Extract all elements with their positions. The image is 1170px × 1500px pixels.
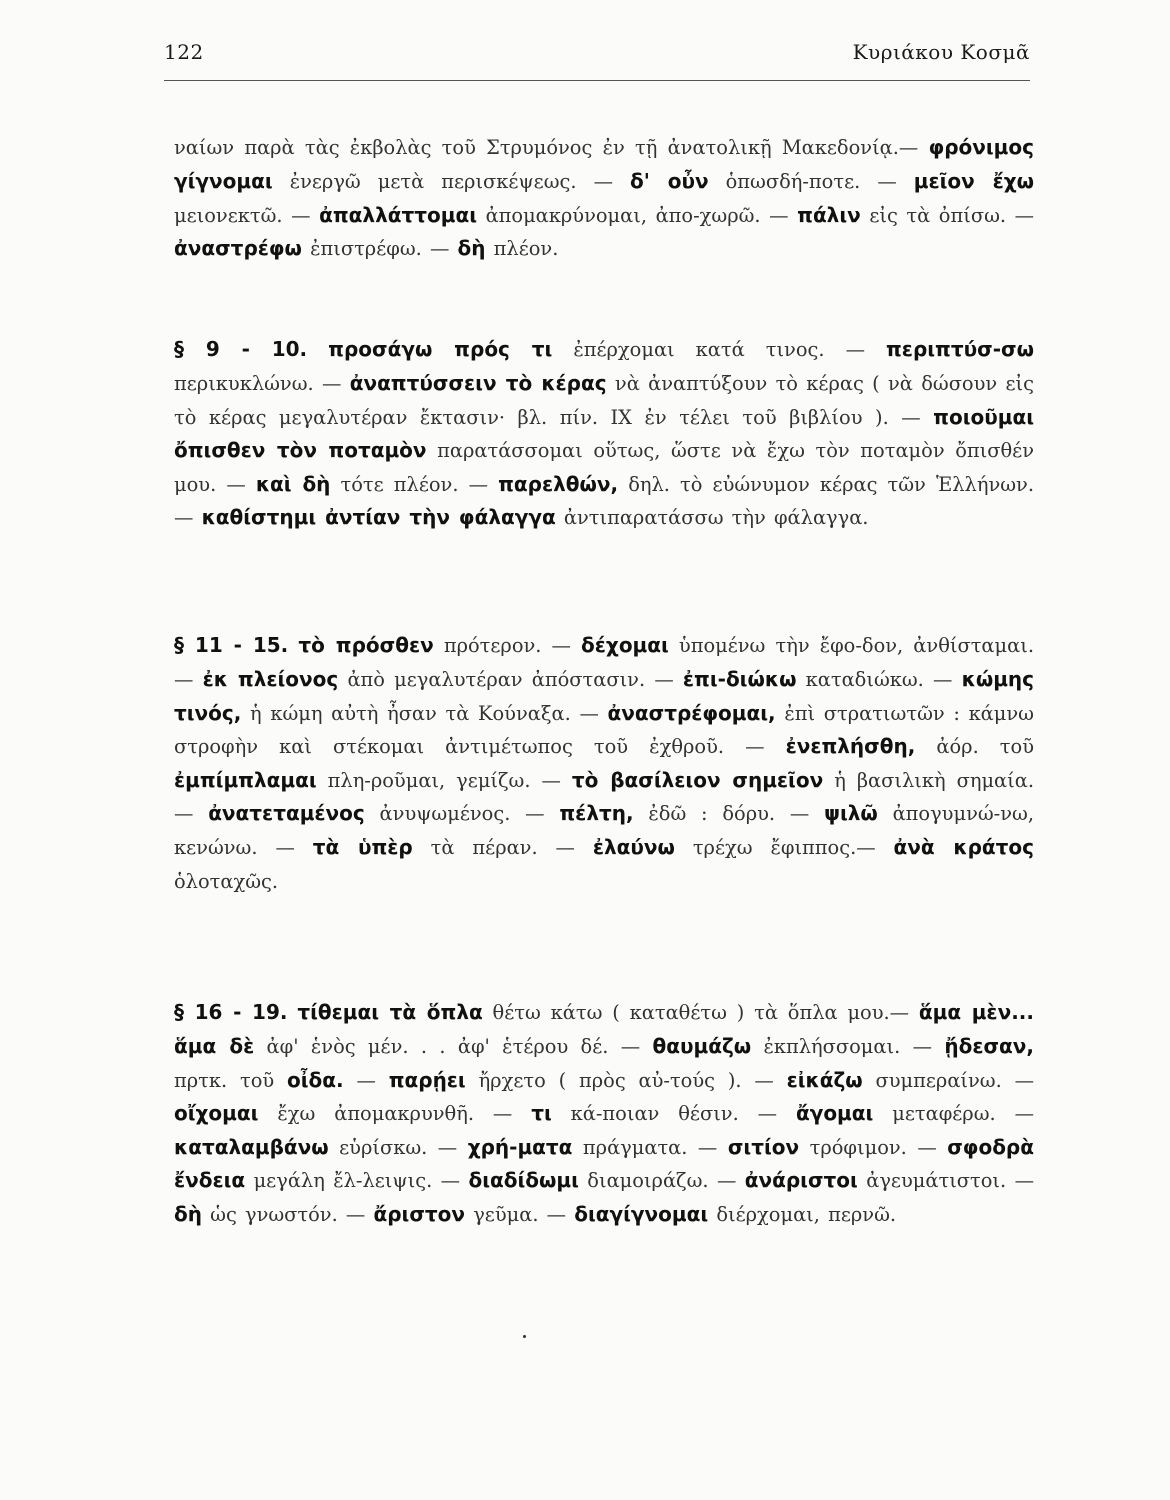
gloss-text: παρατάσσομαι οὕτως, ὥστε νὰ ἔχω τὸν ποταμὸν ὄπισθέν μου. — [174,439,1034,496]
gloss-text: εἰς τὰ ὀπίσω. — [860,203,1034,227]
gloss-text: συμπεραίνω. — [862,1068,1034,1092]
gloss-text: πλη-ροῦμαι, γεμίζω. — [316,768,572,792]
headword: τὰ ὑπὲρ [312,834,413,859]
headword: § 9 - 10. [174,337,308,362]
gloss-text: τρόφιμον. — [799,1135,948,1159]
headword: περιπτύσ-σω [885,337,1034,362]
headword: θαυμάζω [652,1033,752,1058]
gloss-text: πράγματα. — [572,1135,728,1159]
headword: σφοδρὰ ἔνδεια [174,1134,1034,1193]
gloss-text: — [343,1068,389,1092]
headword: ἀνάριστοι [744,1168,858,1193]
gloss-text: καταδιώκω. — [796,667,962,691]
gloss-text: ἐκπλήσσομαι. — [751,1034,945,1058]
gloss-text: ἐπιστρέφω. — [301,237,458,261]
headword: δέχομαι [581,633,669,658]
paragraph-1 [174,131,1034,265]
headword: καταλαμβάνω [174,1134,329,1159]
headword: ἄριστον [373,1201,466,1226]
running-title: Κυριάκου Κοσμᾶ [852,40,1030,64]
headword: δὴ [174,1201,202,1226]
headword: ψιλῶ [824,801,878,826]
headword: § 11 - 15. [174,633,289,658]
gloss-text: ἀπομακρύνομαι, ἀπο-χωρῶ. — [477,203,798,227]
headword: ᾔδεσαν, [944,1033,1034,1058]
headword: τὸ βασίλειον σημεῖον [571,767,824,792]
gloss-text: ἡ βασιλικὴ σημαία. — [174,768,1035,826]
gloss-text: ἀπογυμνώ-νω, κενώνω. — [174,802,1034,859]
headword: παρῄει [388,1067,466,1092]
headword: δ' οὖν [630,168,709,193]
gloss-text: ναίων παρὰ τὰς ἐκβολὰς τοῦ Στρυμόνος ἐν τῇ ἀνατολικῇ Μακεδονίᾳ.— [174,136,929,160]
gloss-text: ἐπὶ στρατιωτῶν : κάμνω στροφὴν καὶ στέκομαι ἀντιμέτωπος τοῦ ἐχθροῦ. — [174,701,1034,759]
gloss-text: πρότερον. — [433,634,582,658]
headword: ἐπι-διώκω [682,666,797,691]
headword: ἀναπτύσσειν τὸ κέρας [349,370,607,395]
gloss-text: ἤρχετο ( πρὸς αὐ-τούς ). — [465,1068,787,1092]
headword: χρή-ματα [467,1134,573,1159]
page-number: 122 [164,40,204,64]
gloss-text: θέτω κάτω ( καταθέτω ) τὰ ὅπλα μου.— [482,1001,919,1025]
gloss-text: ἀπὸ μεγαλυτέραν ἀπόστασιν. — [338,667,683,691]
gloss-text: ἀόρ. τοῦ [915,735,1034,759]
headword: ἅμα μὲν... ἅμα δὲ [174,1000,1034,1058]
gloss-text: μεταφέρω. — [873,1102,1034,1126]
gloss-text: ἡ κώμη αὐτὴ ἦσαν τὰ Κούναξα. — [241,701,608,725]
gloss-text: ὡς γνωστόν. — [201,1202,374,1226]
gloss-text: τότε πλέον. — [330,472,499,496]
headword: παρελθών, [498,471,619,496]
gloss-text: ὑπομένω τὴν ἔφο-δον, ἀνθίσταμαι. — [174,634,1034,691]
gloss-text: περικυκλώνω. — [174,371,350,395]
gloss-text: ἔχω ἀπομακρυνθῆ. — [258,1102,532,1126]
headword: ἀνατεταμένος [208,801,365,826]
headword: ἐλαύνω [592,834,675,859]
gloss-text: πλέον. [485,237,559,261]
headword: κώμης τινός, [174,666,1035,725]
headword: μεῖον ἔχω [913,168,1035,193]
headword: διαγίγνομαι [574,1201,709,1226]
gloss-text: κά-ποιαν θέσιν. — [551,1102,796,1126]
headword: ἐκ πλείονος [202,666,339,691]
headword: εἰκάζω [786,1067,863,1092]
gloss-text: μεγάλη ἔλ-λειψις. — [245,1169,469,1193]
headword: καθίστημι ἀντίαν τὴν φάλαγγα [201,505,556,530]
headword: καὶ δὴ [255,471,331,496]
gloss-text: ἀγευμάτιστοι. — [857,1169,1034,1193]
headword: ἄγομαι [795,1101,874,1126]
headword: οἶδα. [287,1067,344,1092]
headword: προσάγω πρός τι [328,337,553,362]
headword: ἀπαλλάττομαι [319,202,477,227]
headword: διαδίδωμι [468,1168,579,1193]
gloss-text: διέρχομαι, περνῶ. [708,1202,897,1226]
headword: πάλιν [797,202,861,227]
gloss-text: τρέχω ἔφιππος.— [674,835,894,859]
headword: τὸ πρόσθεν [298,633,434,658]
gloss-text: ἐδῶ : δόρυ. — [633,802,825,826]
gloss-text: εὑρίσκω. — [328,1135,468,1159]
headword: φρόνιμος γίγνομαι [174,135,1034,193]
paragraph-section-11-15 [174,629,1034,898]
gloss-text [307,338,328,361]
gloss-text [287,1001,297,1024]
gloss-text: πρτκ. τοῦ [174,1068,287,1092]
gloss-text: διαμοιράζω. — [578,1169,745,1193]
header-rule [164,80,1030,81]
headword: πέλτη, [559,801,634,826]
headword: § 16 - 19. [174,1000,288,1025]
headword: ἐμπίμπλαμαι [174,767,317,792]
gloss-text: ἀνυψωμένος. — [364,802,560,826]
gloss-text [288,634,298,657]
headword: οἴχομαι [174,1101,259,1126]
gloss-text: ὁπωσδή-ποτε. — [708,169,914,193]
gloss-text: ἐνεργῶ μετὰ περισκέψεως. — [272,169,631,193]
gloss-text: ἀντιπαρατάσσω τὴν φάλαγγα. [555,506,869,530]
headword: τίθεμαι τὰ ὅπλα [297,1000,483,1025]
headword: ἀνὰ κράτος [893,834,1034,859]
gloss-text: ἀφ' ἑνὸς μέν. . . ἀφ' ἑτέρου δέ. — [254,1034,653,1058]
headword: ἀναστρέφω [174,236,302,261]
gloss-text: ὁλοταχῶς. [174,869,279,893]
headword: ἀναστρέφομαι, [607,700,776,725]
headword: σιτίον [727,1134,800,1159]
gloss-text: τὰ πέραν. — [412,835,593,859]
gloss-text: ἐπέρχομαι κατά τινος. — [552,338,886,362]
headword: ποιοῦμαι ὄπισθεν τὸν ποταμὸν [174,404,1034,463]
paragraph-section-16-19 [174,996,1034,1231]
page-header [164,40,1030,64]
headword: τι [531,1101,552,1126]
headword: ἐνεπλήσθη, [785,734,916,759]
gloss-text: γεῦμα. — [465,1202,575,1226]
gloss-text: νὰ ἀναπτύξουν τὸ κέρας ( νὰ δώσουν εἰς τὸ κέρας μεγαλυτέραν ἔκτασιν· βλ. πίν. IX ἐν τέλει τοῦ βιβλίου ). — [174,371,1034,429]
ink-speck [523,1335,526,1338]
paragraph-section-9-10 [174,333,1034,535]
gloss-text: δηλ. τὸ εὐώνυμον κέρας τῶν Ἑλλήνων. — [174,472,1035,530]
headword: δὴ [457,236,486,261]
gloss-text: μειονεκτῶ. — [174,203,320,227]
